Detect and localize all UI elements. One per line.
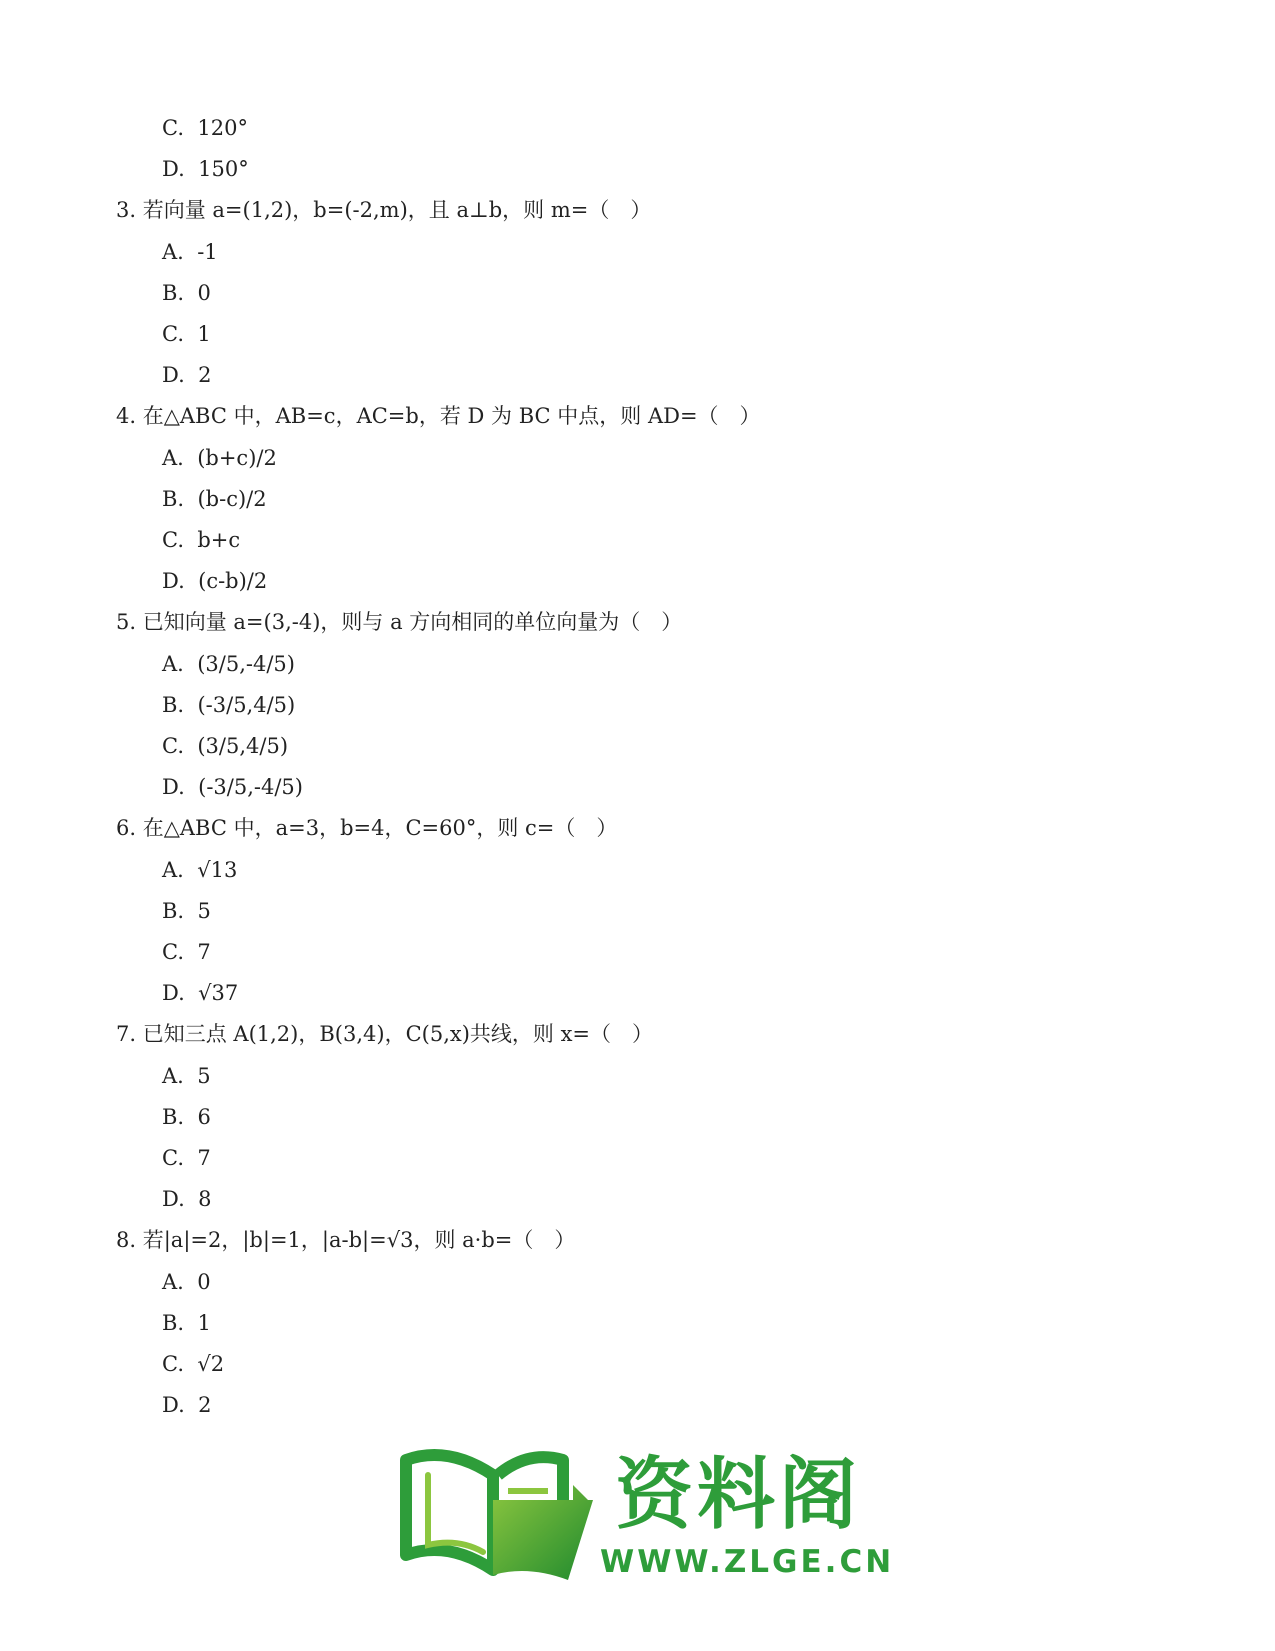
option-row: D. 2 bbox=[162, 363, 212, 387]
option-row: C. √2 bbox=[162, 1352, 225, 1376]
question-6 bbox=[116, 814, 617, 842]
option-row: A. -1 bbox=[162, 240, 218, 264]
option-row: C. 7 bbox=[162, 1146, 211, 1170]
question-3 bbox=[116, 196, 651, 224]
option-row: D. √37 bbox=[162, 981, 239, 1005]
option-row: B. (b-c)/2 bbox=[162, 487, 267, 511]
option-row: D. (c-b)/2 bbox=[162, 569, 268, 593]
question-7 bbox=[116, 1020, 653, 1048]
question-number: 3. bbox=[116, 198, 137, 222]
question-number: 5. bbox=[116, 610, 137, 634]
option-row: D. 2 bbox=[162, 1393, 212, 1417]
option-row: D. 150° bbox=[162, 157, 249, 181]
logo-url: WWW.ZLGE.CN bbox=[600, 1544, 895, 1580]
option-row: A. (3/5,-4/5) bbox=[162, 652, 295, 676]
question-8 bbox=[116, 1226, 575, 1254]
question-text: 已知三点 A(1,2)，B(3,4)，C(5,x)共线，则 x=（ ） bbox=[142, 1022, 654, 1046]
option-row: B. (-3/5,4/5) bbox=[162, 693, 296, 717]
option-row: B. 1 bbox=[162, 1311, 211, 1335]
option-row: D. 8 bbox=[162, 1187, 212, 1211]
question-text: 已知向量 a=(3,-4)，则与 a 方向相同的单位向量为（ ） bbox=[142, 610, 683, 634]
option-row: C. (3/5,4/5) bbox=[162, 734, 289, 758]
option-row: D. (-3/5,-4/5) bbox=[162, 775, 303, 799]
option-row: A. 5 bbox=[162, 1064, 211, 1088]
option-row: B. 5 bbox=[162, 899, 211, 923]
option-row: B. 0 bbox=[162, 281, 211, 305]
option-row: A. (b+c)/2 bbox=[162, 446, 277, 470]
question-5 bbox=[116, 608, 682, 636]
option-row: A. 0 bbox=[162, 1270, 211, 1294]
option-row: C. 7 bbox=[162, 940, 211, 964]
option-row: B. 6 bbox=[162, 1105, 211, 1129]
question-text: 若|a|=2，|b|=1，|a-b|=√3，则 a·b=（ ） bbox=[142, 1228, 576, 1252]
question-number: 8. bbox=[116, 1228, 137, 1252]
option-row: C. b+c bbox=[162, 528, 241, 552]
option-row: A. √13 bbox=[162, 858, 238, 882]
option-row: C. 1 bbox=[162, 322, 211, 346]
question-number: 7. bbox=[116, 1022, 137, 1046]
option-row: C. 120° bbox=[162, 116, 248, 140]
question-4 bbox=[116, 402, 761, 430]
question-number: 4. bbox=[116, 404, 137, 428]
question-text: 若向量 a=(1,2)，b=(-2,m)，且 a⊥b，则 m=（ ） bbox=[142, 198, 652, 222]
question-text: 在△ABC 中，AB=c，AC=b，若 D 为 BC 中点，则 AD=（ ） bbox=[142, 404, 761, 428]
logo-title: 资料阁 bbox=[615, 1450, 862, 1540]
question-number: 6. bbox=[116, 816, 137, 840]
question-text: 在△ABC 中，a=3，b=4，C=60°，则 c=（ ） bbox=[142, 816, 618, 840]
